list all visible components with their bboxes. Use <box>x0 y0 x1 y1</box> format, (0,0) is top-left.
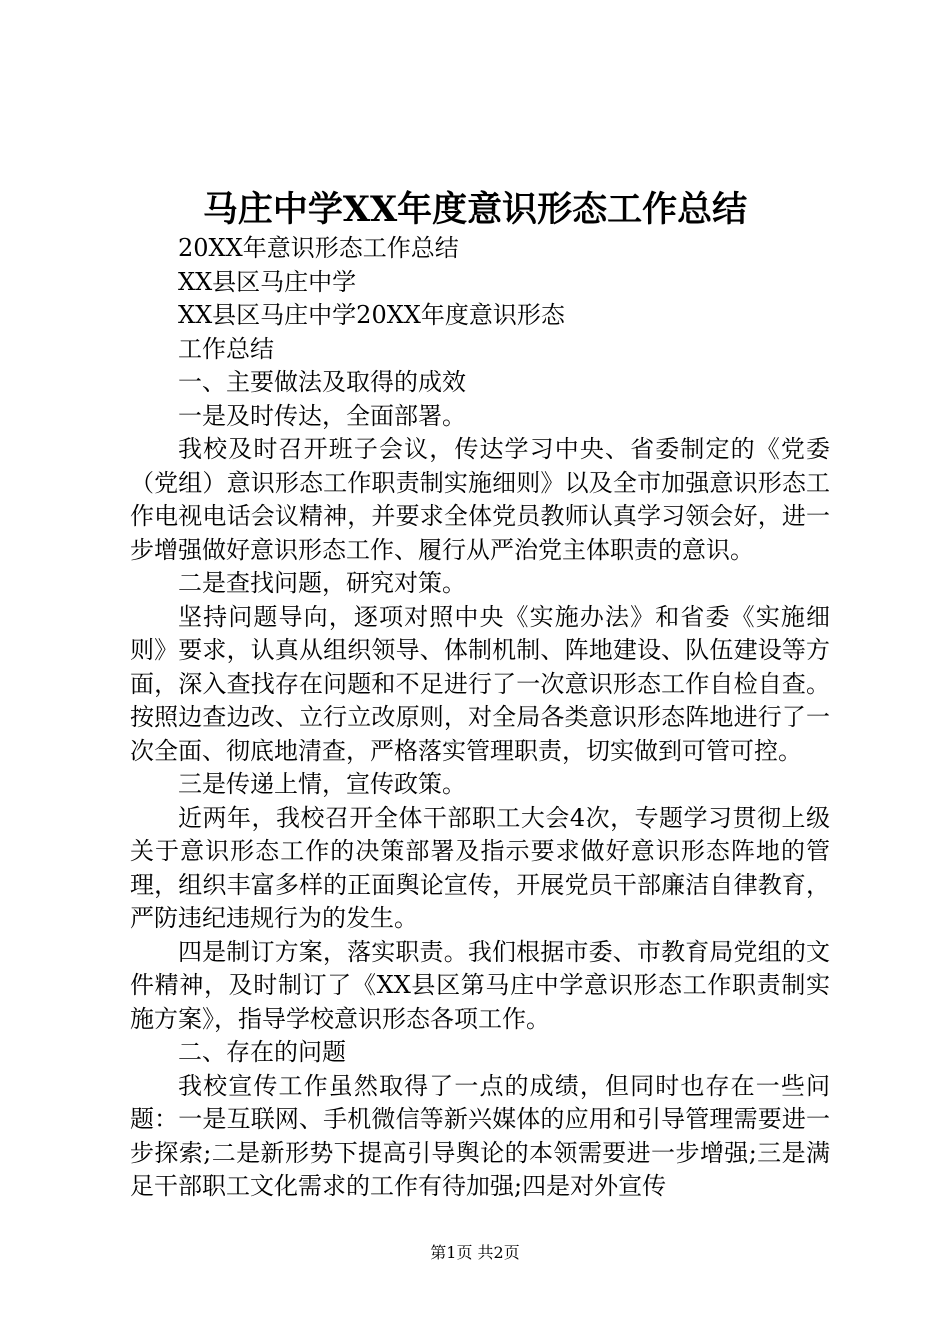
paragraph: 坚持问题导向，逐项对照中央《实施办法》和省委《实施细则》要求，认真从组织领导、体制机制、阵地建设、队伍建设等方面，深入查找存在问题和不足进行了一次意识形态工作自检自查。按照边查边改、立行立改原则，对全局各类意识形态阵地进行了一次全面、彻底地清查，严格落实管理职责，切实做到可管可控。 <box>130 602 830 765</box>
section-heading: 一、主要做法及取得的成效 <box>178 368 466 396</box>
paragraph: 近两年，我校召开全体干部职工大会4次，专题学习贯彻上级关于意识形态工作的决策部署及指示要求做好意识形态阵地的管理，组织丰富多样的正面舆论宣传，开展党员干部廉洁自律教育，严防违纪违规行为的发生。 <box>130 803 830 932</box>
paragraph: 一是及时传达，全面部署。 <box>178 401 466 430</box>
paragraph: XX县区马庄中学 <box>178 267 357 296</box>
paragraph: 三是传递上情，宣传政策。 <box>178 770 466 798</box>
paragraph: XX县区马庄中学20XX年度意识形态 <box>178 301 565 329</box>
document-body <box>130 232 830 1204</box>
paragraph: 二是查找问题，研究对策。 <box>178 569 466 597</box>
paragraph: 工作总结 <box>178 334 274 363</box>
paragraph: 四是制订方案，落实职责。我们根据市委、市教育局党组的文件精神，及时制订了《XX县区第马庄中学意识形态工作职责制实施方案》，指导学校意识形态各项工作。 <box>130 937 830 1033</box>
paragraph: 20XX年意识形态工作总结 <box>178 234 459 262</box>
page-footer: 第1页 共2页 <box>430 1243 520 1262</box>
document-title: 马庄中学XX年度意识形态工作总结 <box>202 189 748 230</box>
paragraph: 我校及时召开班子会议，传达学习中央、省委制定的《党委（党组）意识形态工作职责制实施细则》以及全市加强意识形态工作电视电话会议精神，并要求全体党员教师认真学习领会好，进一步增强做好意识形态工作、履行从严治党主体职责的意识。 <box>130 435 830 564</box>
section-heading: 二、存在的问题 <box>178 1038 346 1066</box>
paragraph: 我校宣传工作虽然取得了一点的成绩，但同时也存在一些问题：一是互联网、手机微信等新兴媒体的应用和引导管理需要进一步探索;二是新形势下提高引导舆论的本领需要进一步增强;三是满足干部职工文化需求的工作有待加强;四是对外宣传 <box>130 1071 830 1200</box>
